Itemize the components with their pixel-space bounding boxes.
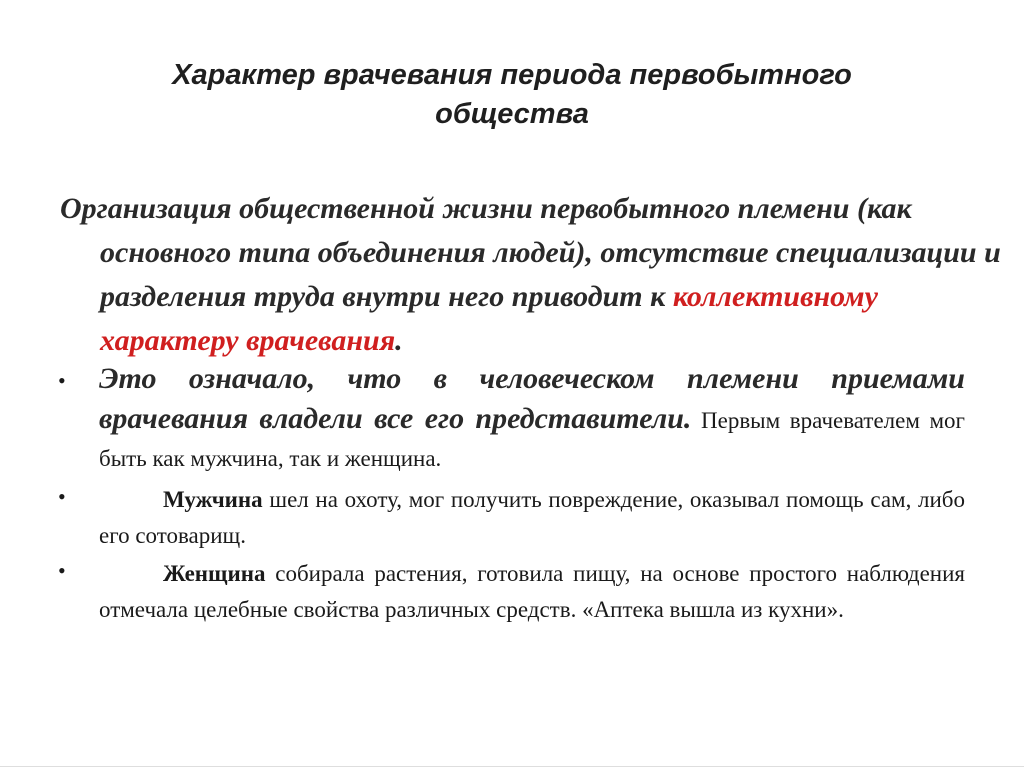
- bullet-body: [99, 482, 965, 554]
- bullet-lead-word: Мужчина: [163, 487, 263, 512]
- intro-text: Организация общественной жизни первобытного племени (как основного типа объединения людей), отсутствие специализации и разделения труда внутри него приводит к: [60, 192, 1001, 313]
- slide-title-line-2: общества: [435, 98, 589, 130]
- bullet-text: Первым врачевателем мог быть как мужчина, так и женщина.: [99, 408, 965, 471]
- slide-title-line-1: Характер врачевания периода первобытного: [172, 59, 852, 91]
- intro-end: .: [395, 324, 403, 357]
- intro-paragraph: [60, 187, 1010, 363]
- bullet-lead-word: Женщина: [163, 561, 266, 586]
- slide-title: [100, 56, 924, 134]
- bullet-body: [99, 360, 965, 478]
- bullet-text: шел на охоту, мог получить повреждение, оказывал помощь сам, либо его сотоварищ.: [99, 487, 965, 548]
- bullet-emphasis-text: Это означало, что в человеческом племени приемами врачевания владели все его представители.: [99, 362, 965, 435]
- intro-accent-text: коллективному характеру врачевания: [100, 280, 878, 357]
- bullet-marker: •: [58, 558, 66, 583]
- bullet-text: собирала растения, готовила пищу, на основе простого наблюдения отмечала целебные свойства различных средств. «Аптека вышла из кухни».: [99, 561, 965, 622]
- bullet-marker: •: [58, 484, 66, 509]
- bullet-marker: •: [58, 368, 66, 393]
- bullet-body: [99, 556, 965, 628]
